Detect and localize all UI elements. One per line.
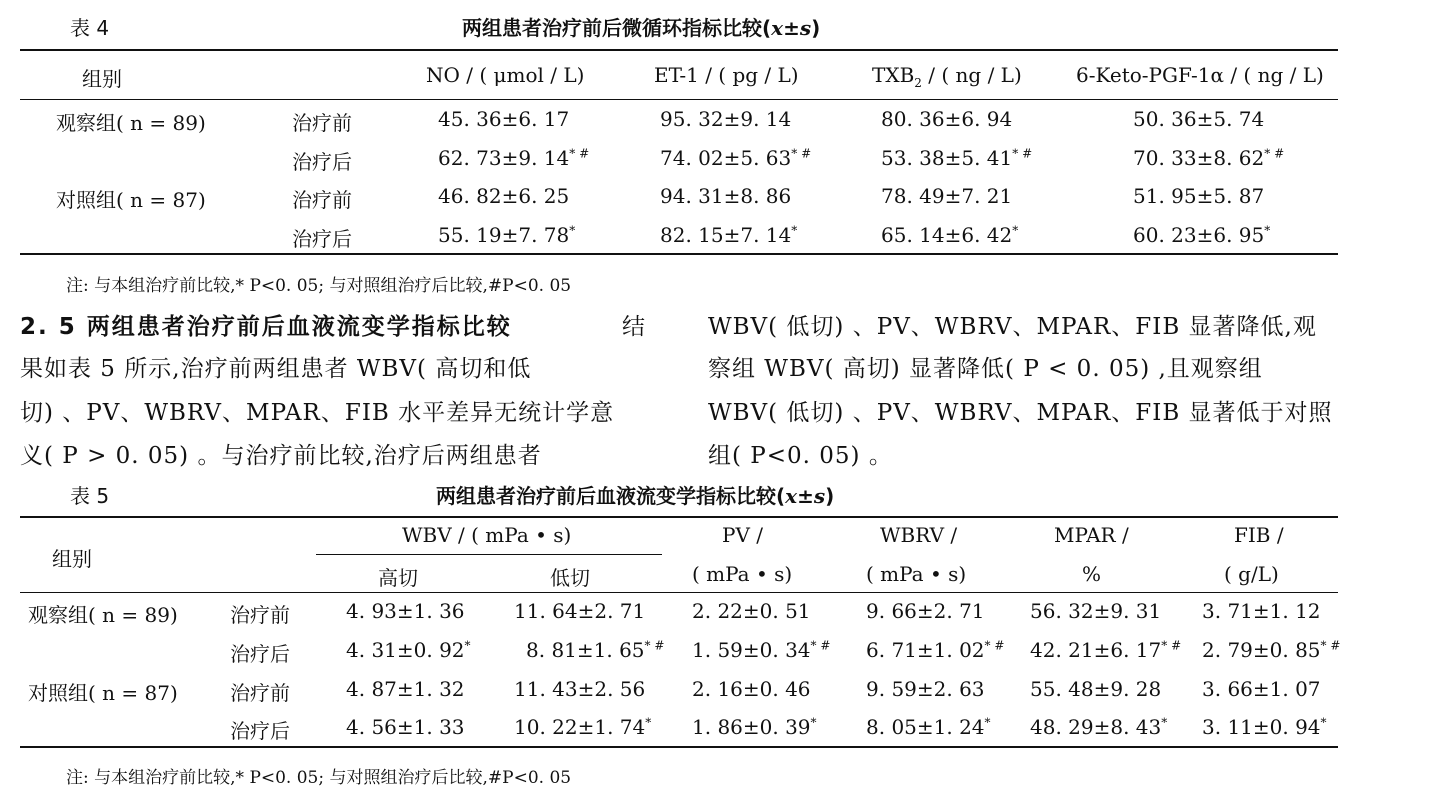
table5-label: 表 5 xyxy=(70,484,110,508)
pv-value: 2. 22±0. 51 xyxy=(692,599,811,623)
phase-label: 治疗后 xyxy=(292,150,352,174)
table5-header-mpar-unit: % xyxy=(1082,562,1102,586)
table5-header-wbv: WBV / ( mPa • s) xyxy=(402,523,572,547)
wbv-high-value: 4. 93±1. 36 xyxy=(346,599,465,623)
wbrv-value: 9. 59±2. 63 xyxy=(866,677,985,701)
wbv-high-value: 4. 87±1. 32 xyxy=(346,677,465,701)
table5-header-mpar: MPAR / xyxy=(1054,523,1129,547)
table5-note: 注: 与本组治疗前比较,* P<0. 05; 与对照组治疗后比较,#P<0. 05 xyxy=(66,768,572,788)
keto-value: 51. 95±5. 87 xyxy=(1133,184,1265,208)
phase-label: 治疗后 xyxy=(230,642,290,666)
phase-label: 治疗后 xyxy=(230,719,290,743)
fib-value: 3. 71±1. 12 xyxy=(1202,599,1321,623)
table5-header-group: 组别 xyxy=(52,547,92,571)
right-column-line: 组( P<0. 05) 。 xyxy=(708,443,893,469)
table5-header-pv-unit: ( mPa • s) xyxy=(692,562,793,586)
left-column-line: 义( P > 0. 05) 。与治疗前比较,治疗后两组患者 xyxy=(20,443,542,469)
table4-header-et: ET-1 / ( pg / L) xyxy=(654,63,799,87)
table4-header-txb: $TXB_2$ / ( ng / L) xyxy=(872,63,1022,90)
et-value: 94. 31±8. 86 xyxy=(660,184,792,208)
txb-value: 80. 36±6. 94 xyxy=(881,107,1013,131)
phase-label: 治疗前 xyxy=(230,681,290,705)
et-value: 82. 15±7. 14* xyxy=(660,223,798,247)
table4-note: 注: 与本组治疗前比较,* P<0. 05; 与对照组治疗后比较,#P<0. 05 xyxy=(66,276,572,296)
no-value: 46. 82±6. 25 xyxy=(438,184,570,208)
et-value: 74. 02±5. 63* # xyxy=(660,146,812,170)
keto-value: 60. 23±6. 95* xyxy=(1133,223,1271,247)
keto-value: 70. 33±8. 62* # xyxy=(1133,146,1285,170)
txb-value: 78. 49±7. 21 xyxy=(881,184,1013,208)
table5-header-rule xyxy=(20,592,1338,593)
fib-value: 3. 11±0. 94* xyxy=(1202,715,1327,739)
phase-label: 治疗前 xyxy=(230,603,290,627)
right-column-line: 察组 WBV( 高切) 显著降低( P < 0. 05) ,且观察组 xyxy=(708,356,1263,382)
left-column-line: 切) 、PV、WBRV、MPAR、FIB 水平差异无统计学意 xyxy=(20,400,615,426)
pv-value: 1. 59±0. 34* # xyxy=(692,638,831,662)
right-column-line: WBV( 低切) 、PV、WBRV、MPAR、FIB 显著低于对照 xyxy=(708,400,1333,426)
pv-value: 2. 16±0. 46 xyxy=(692,677,811,701)
table5-header-wbrv: WBRV / xyxy=(880,523,958,547)
group-label: 观察组( n = 89) xyxy=(28,603,178,627)
table4-top-rule xyxy=(20,49,1338,51)
no-value: 55. 19±7. 78* xyxy=(438,223,576,247)
group-label: 对照组( n = 87) xyxy=(28,681,178,705)
table4-header-keto: 6-Keto-PGF-1α / ( ng / L) xyxy=(1076,63,1324,87)
wbv-low-value: 11. 43±2. 56 xyxy=(514,677,646,701)
txb-value: 65. 14±6. 42* xyxy=(881,223,1019,247)
table5-header-wbv-low: 低切 xyxy=(550,566,590,590)
wbrv-value: 6. 71±1. 02* # xyxy=(866,638,1005,662)
mpar-value: 48. 29±8. 43* xyxy=(1030,715,1168,739)
mpar-value: 55. 48±9. 28 xyxy=(1030,677,1162,701)
left-column-line: 结 xyxy=(622,314,646,340)
wbv-high-value: 4. 31±0. 92* xyxy=(346,638,471,662)
wbv-low-value: 8. 81±1. 65* # xyxy=(526,638,665,662)
right-column-line: WBV( 低切) 、PV、WBRV、MPAR、FIB 显著降低,观 xyxy=(708,314,1317,340)
table5-header-pv: PV / xyxy=(722,523,763,547)
fib-value: 2. 79±0. 85* # xyxy=(1202,638,1341,662)
table5-title: 两组患者治疗前后血液流变学指标比较(x±s) xyxy=(436,484,835,508)
table5-header-fib: FIB / xyxy=(1234,523,1284,547)
et-value: 95. 32±9. 14 xyxy=(660,107,792,131)
wbrv-value: 9. 66±2. 71 xyxy=(866,599,985,623)
table5-header-fib-unit: ( g/L) xyxy=(1224,562,1279,586)
fib-value: 3. 66±1. 07 xyxy=(1202,677,1321,701)
wbv-low-value: 10. 22±1. 74* xyxy=(514,715,652,739)
table5-top-rule xyxy=(20,516,1338,518)
phase-label: 治疗前 xyxy=(292,188,352,212)
wbv-high-value: 4. 56±1. 33 xyxy=(346,715,465,739)
table4-header-rule xyxy=(20,99,1338,100)
phase-label: 治疗前 xyxy=(292,111,352,135)
left-column-line: 果如表 5 所示,治疗前两组患者 WBV( 高切和低 xyxy=(20,356,532,382)
no-value: 62. 73±9. 14* # xyxy=(438,146,590,170)
table5-header-wbrv-unit: ( mPa • s) xyxy=(866,562,967,586)
table4-label: 表 4 xyxy=(70,16,110,40)
keto-value: 50. 36±5. 74 xyxy=(1133,107,1265,131)
wbv-subheader-rule xyxy=(316,554,662,555)
table5-header-wbv-high: 高切 xyxy=(378,566,418,590)
txb-value: 53. 38±5. 41* # xyxy=(881,146,1033,170)
group-label: 对照组( n = 87) xyxy=(56,188,206,212)
no-value: 45. 36±6. 17 xyxy=(438,107,570,131)
table4-title: 两组患者治疗前后微循环指标比较(x±s) xyxy=(462,16,821,40)
phase-label: 治疗后 xyxy=(292,227,352,251)
wbv-low-value: 11. 64±2. 71 xyxy=(514,599,646,623)
mpar-value: 56. 32±9. 31 xyxy=(1030,599,1162,623)
pv-value: 1. 86±0. 39* xyxy=(692,715,817,739)
table4-bottom-rule xyxy=(20,253,1338,255)
table4-header-group: 组别 xyxy=(82,67,122,91)
section-heading: 2. 5 两组患者治疗前后血液流变学指标比较 xyxy=(20,314,512,340)
wbrv-value: 8. 05±1. 24* xyxy=(866,715,991,739)
table4-header-no: NO / ( μmol / L) xyxy=(426,63,585,87)
table5-bottom-rule xyxy=(20,746,1338,748)
mpar-value: 42. 21±6. 17* # xyxy=(1030,638,1182,662)
group-label: 观察组( n = 89) xyxy=(56,111,206,135)
